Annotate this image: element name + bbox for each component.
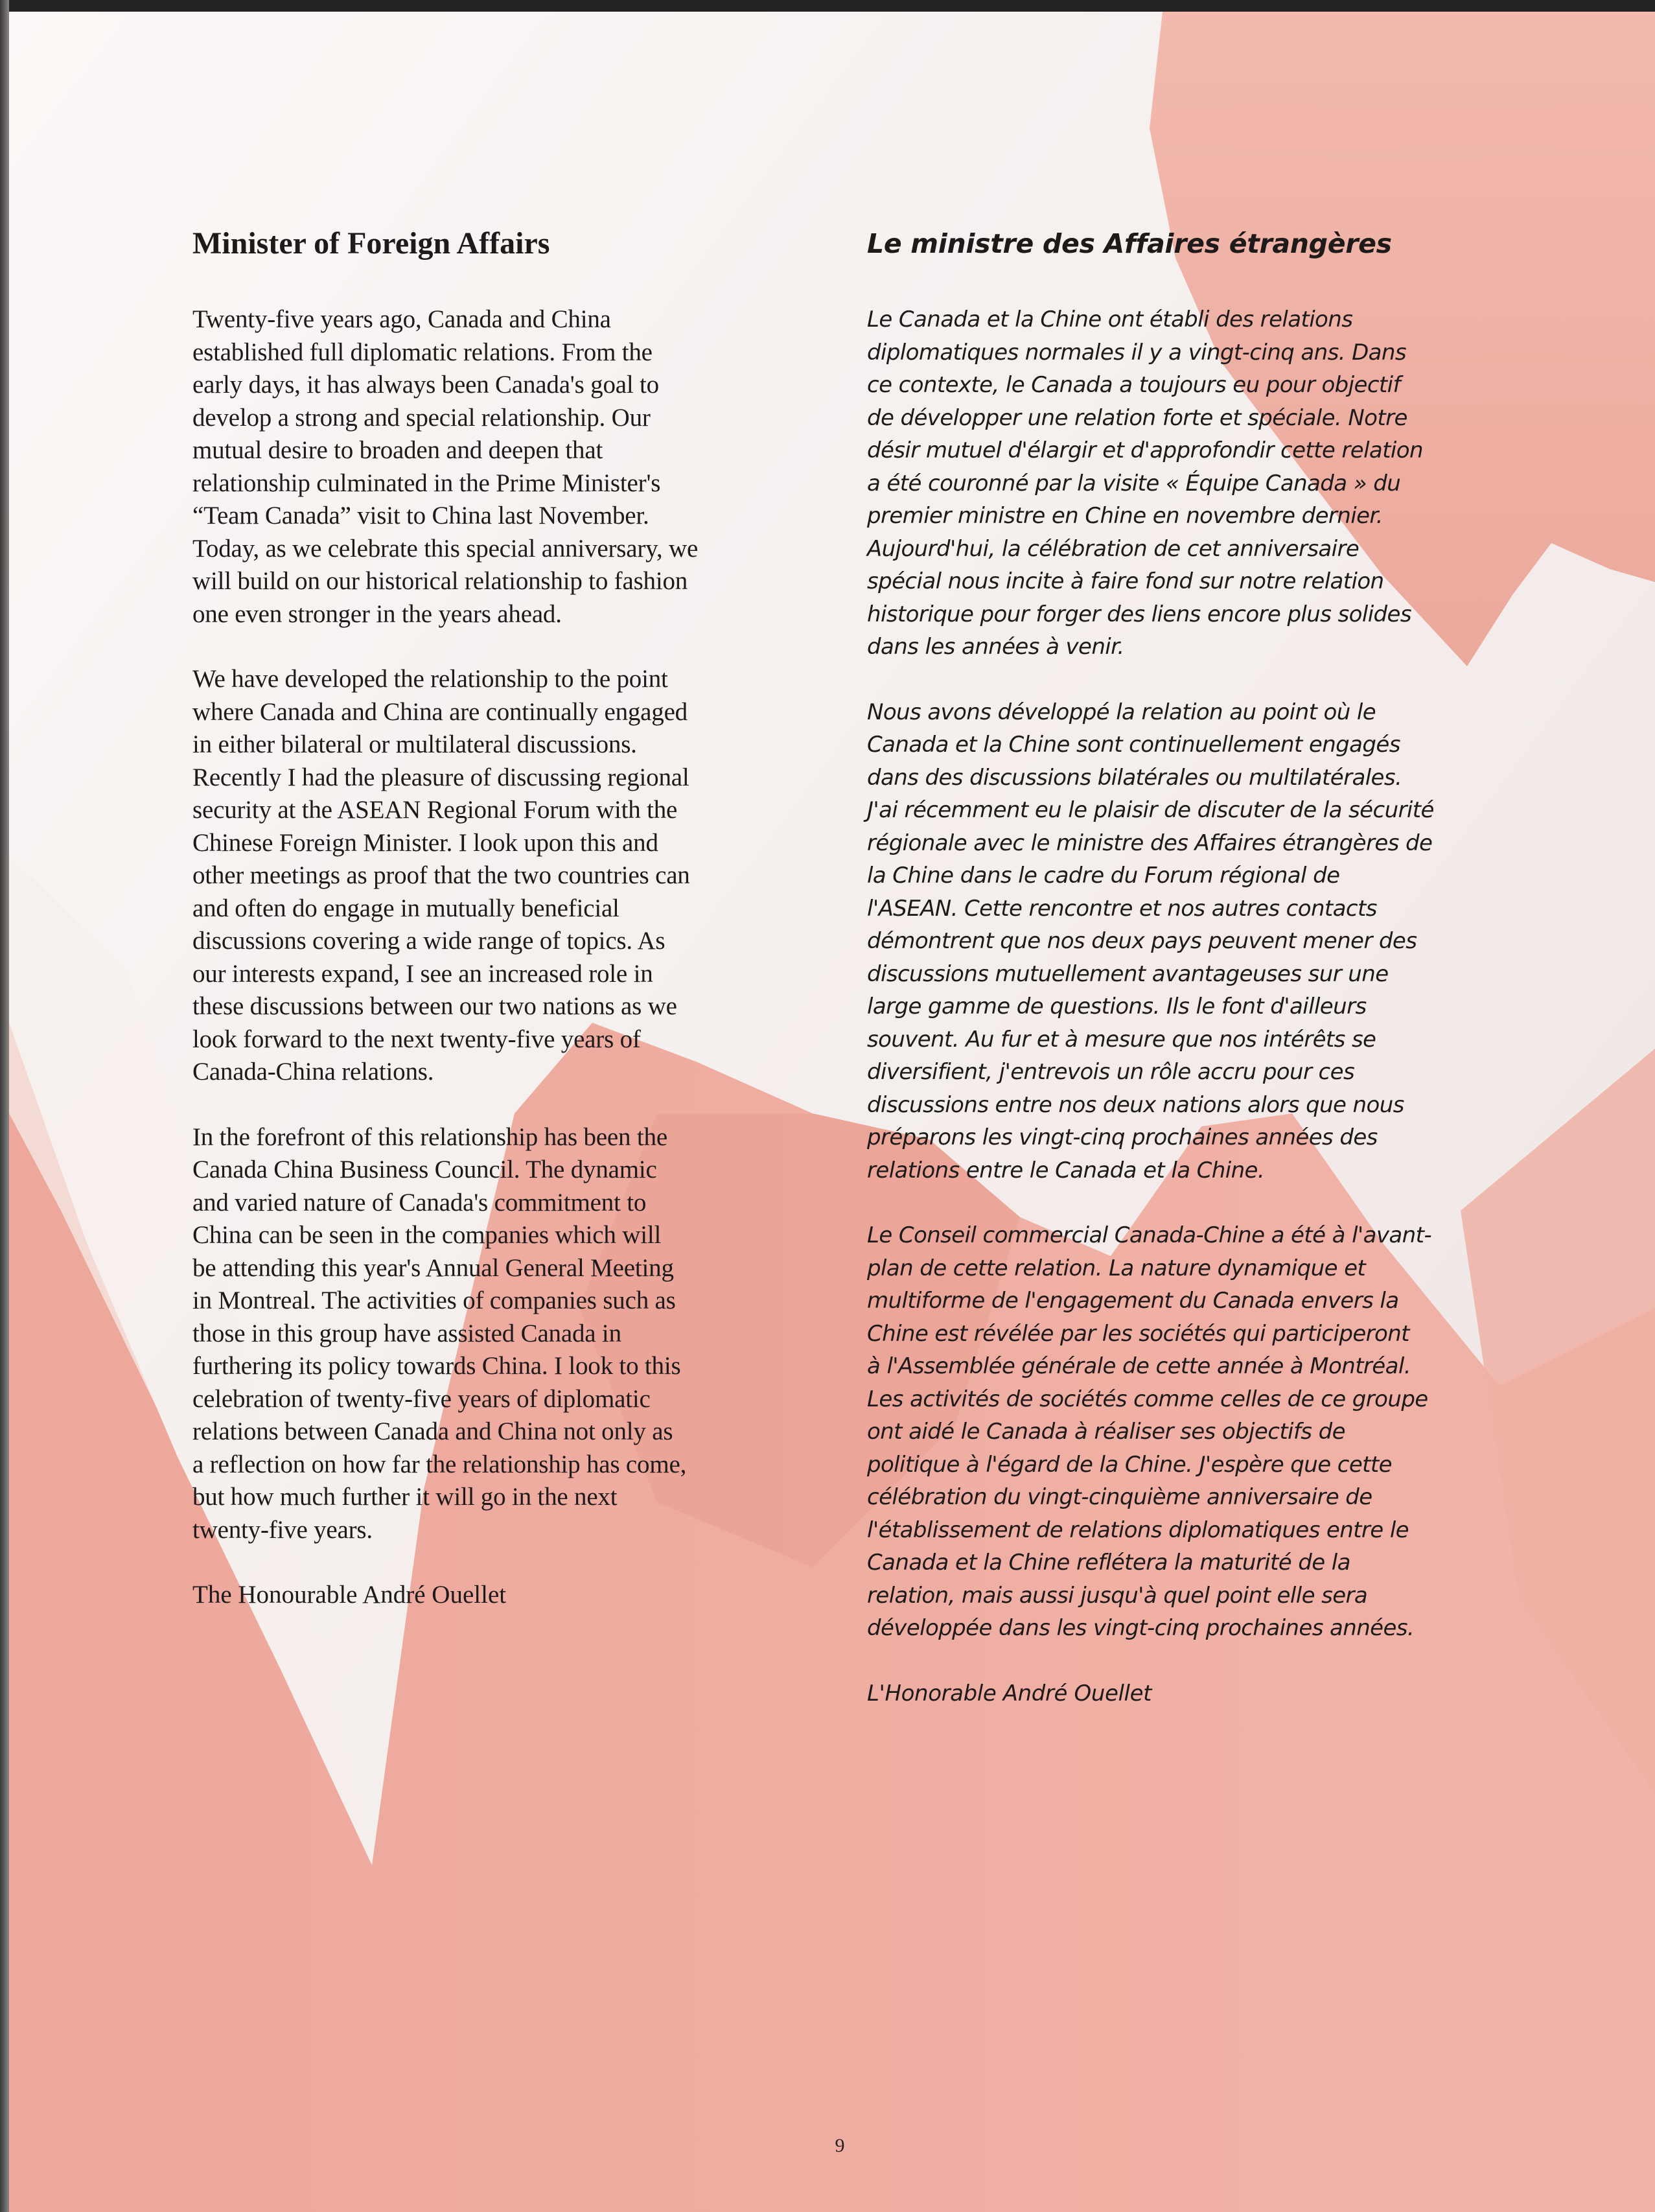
- english-paragraph-1: Twenty-five years ago, Canada and China established full diplomatic relations. From the early days, it has always been Canada's goal to develop a strong and special relationship. Our mutual desire to broaden and deepen that relationship culminated in the Prime Minister's “Team Canada” visit to China last November. Today, as we celebrate this special anniversary, we will build on our historical relationship to fashion one even stronger in the years ahead.: [192, 305, 699, 628]
- english-paragraph-2: We have developed the relationship to the point where Canada and China are continually engaged in either bilateral or multilateral discussions. Recently I had the pleasure of discussing regional security at the ASEAN Regional Forum with the Chinese Foreign Minister. I look upon this and other meetings as proof that the two countries can and often do engage in mutually beneficial discussions covering a wide range of topics. As our interests expand, I see an increased role in these discussions between our two nations as we look forward to the next twenty-five years of Canada-China relations.: [192, 665, 690, 1086]
- scan-left-edge: [0, 0, 9, 2212]
- english-paragraph-3: In the forefront of this relationship has been the Canada China Business Council. The dynamic and varied nature of Canada's commitment to China can be seen in the companies which will be attending this year's Annual General Meeting in Montreal. The activities of companies such as those in this group have assisted Canada in furthering its policy towards China. I look to this celebration of twenty-five years of diplomatic relations between Canada and China not only as a reflection on how far the relationship has come, but how much further it will go in the next twenty-five years.: [192, 1123, 687, 1544]
- french-column: [867, 226, 1470, 1710]
- french-paragraph-1: Le Canada et la Chine ont établi des relations diplomatiques normales il y a vingt-cinq ans. Dans ce contexte, le Canada a toujours eu pour objectif de développer une relation forte et spéciale. Notre désir mutuel d'élargir et d'approfondir cette relation a été couronné par la visite « Équipe Canada » du premier ministre en Chine en novembre dernier. Aujourd'hui, la célébration de cet anniversaire spécial nous incite à faire fond sur notre relation historique pour forger des liens encore plus solides dans les années à venir.: [867, 307, 1423, 660]
- english-column: [192, 226, 795, 1611]
- french-heading: Le ministre des Affaires étrangères: [867, 228, 1392, 259]
- document-page: [9, 12, 1655, 2212]
- french-paragraph-3: Le Conseil commercial Canada-Chine a été à l'avant- plan de cette relation. La nature dynamique et multiforme de l'engagement du Canada envers la Chine est révélée par les sociétés qui participeront à l'Assemblée générale de cette année à Montréal. Les activités de sociétés comme celles de ce groupe ont aidé le Canada à réaliser ses objectifs de politique à l'égard de la Chine. J'espère que cette célébration du vingt-cinquième anniversaire de l'établissement de relations diplomatiques entre le Canada et la Chine reflétera la maturité de la relation, mais aussi jusqu'à quel point elle sera développée dans les vingt-cinq prochaines années.: [867, 1222, 1431, 1641]
- french-paragraph-2: Nous avons développé la relation au point où le Canada et la Chine sont continuellement engagés dans des discussions bilatérales ou multilatérales. J'ai récemment eu le plaisir de discuter de la sécurité régionale avec le ministre des Affaires étrangères de la Chine dans le cadre du Forum régional de l'ASEAN. Cette rencontre et nos autres contacts démontrent que nos deux pays peuvent mener des discussions mutuellement avantageuses sur une large gamme de questions. Ils le font d'ailleurs souvent. Au fur et à mesure que nos intérêts se diversifient, j'entrevois un rôle accru pour ces discussions entre nos deux nations alors que nous préparons les vingt-cinq prochaines années des relations entre le Canada et la Chine.: [867, 699, 1434, 1183]
- english-heading: Minister of Foreign Affairs: [192, 226, 550, 261]
- english-signature: The Honourable André Ouellet: [192, 1581, 507, 1609]
- scan-top-edge: [0, 0, 1655, 12]
- page-number: 9: [835, 2135, 845, 2156]
- french-signature: L'Honorable André Ouellet: [867, 1680, 1152, 1706]
